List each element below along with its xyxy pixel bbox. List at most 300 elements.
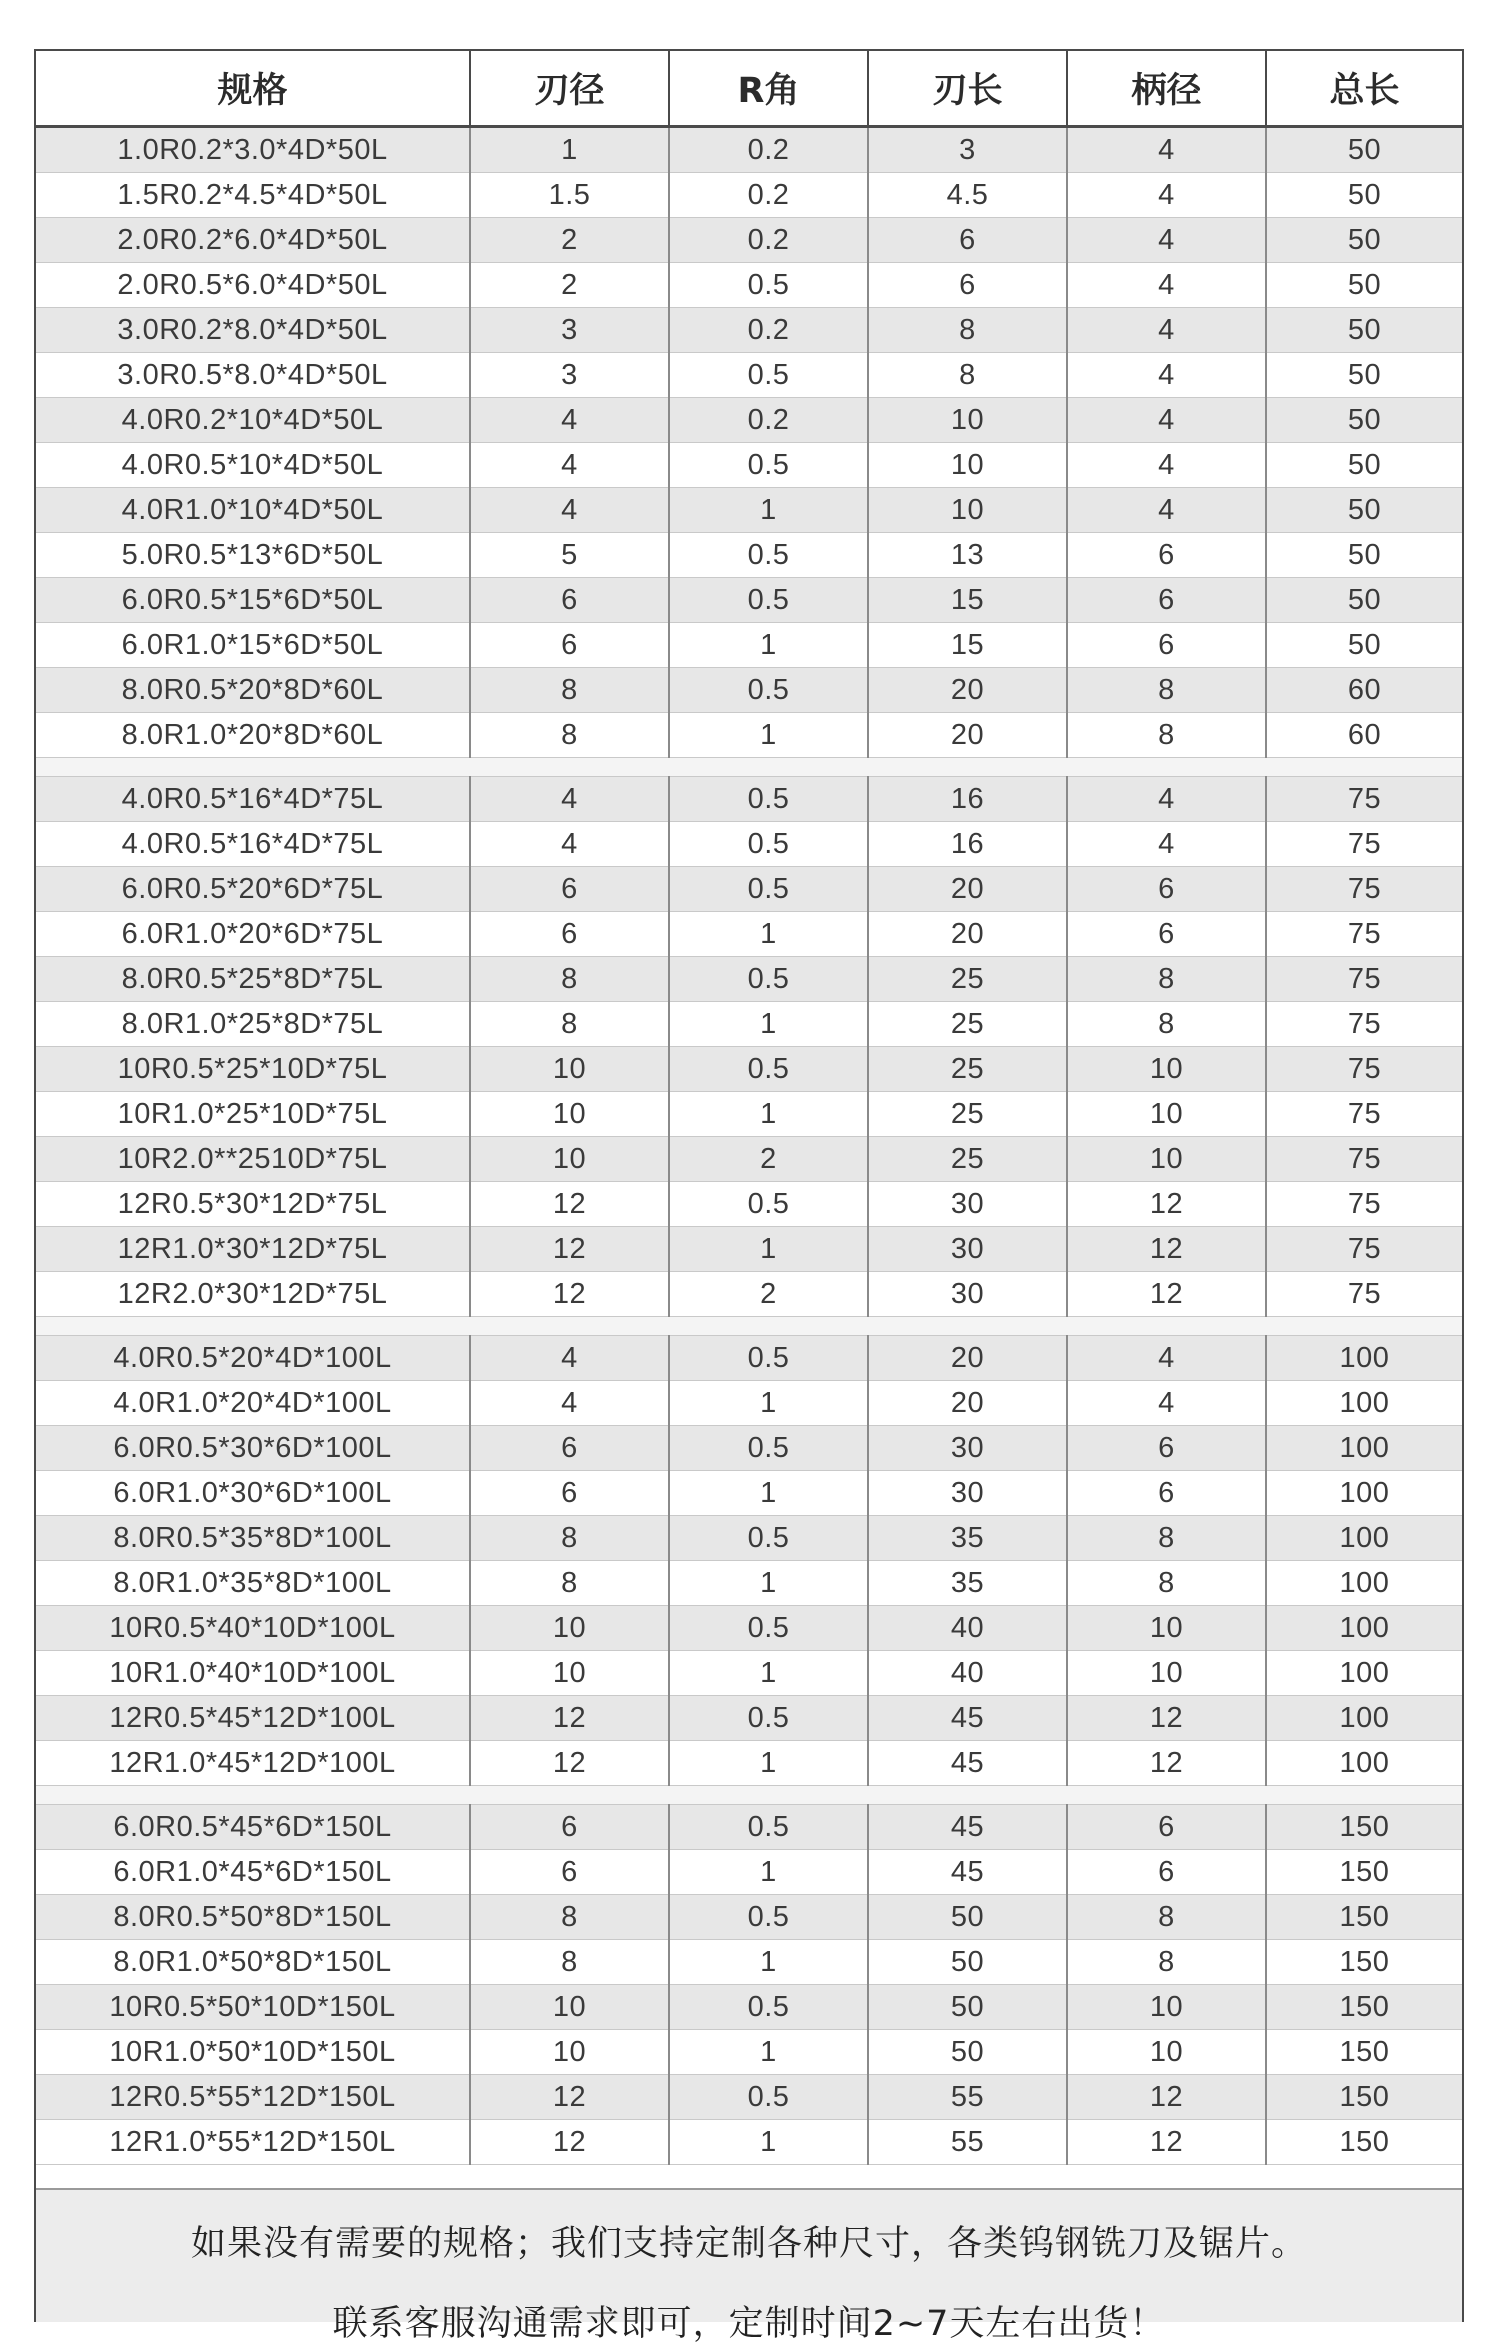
cell-blade-diameter: 3: [470, 353, 669, 398]
cell-blade-length: 20: [868, 668, 1067, 713]
table-row: [36, 1895, 1462, 1940]
cell-shank-diameter: 10: [1067, 1092, 1266, 1137]
cell-shank-diameter: 6: [1067, 1850, 1266, 1895]
cell-shank-diameter: 6: [1067, 533, 1266, 578]
table-row: [36, 623, 1462, 668]
cell-blade-diameter: 3: [470, 308, 669, 353]
cell-blade-diameter: 6: [470, 1426, 669, 1471]
cell-overall-length: 50: [1266, 488, 1462, 533]
cell-blade-length: 8: [868, 308, 1067, 353]
cell-overall-length: 50: [1266, 623, 1462, 668]
cell-overall-length: 100: [1266, 1336, 1462, 1381]
cell-blade-length: 20: [868, 713, 1067, 758]
table-row: [36, 1741, 1462, 1786]
table-row: [36, 1805, 1462, 1850]
table-row: [36, 1227, 1462, 1272]
table-row: [36, 2075, 1462, 2120]
cell-blade-diameter: 8: [470, 1895, 669, 1940]
cell-blade-diameter: 12: [470, 1696, 669, 1741]
cell-spec: 10R2.0**2510D*75L: [36, 1137, 470, 1182]
cell-blade-length: 45: [868, 1741, 1067, 1786]
cell-blade-diameter: 8: [470, 713, 669, 758]
cell-blade-diameter: 4: [470, 1336, 669, 1381]
cell-shank-diameter: 8: [1067, 1940, 1266, 1985]
cell-spec: 10R1.0*25*10D*75L: [36, 1092, 470, 1137]
cell-corner-radius: 1: [669, 1002, 868, 1047]
cell-blade-length: 30: [868, 1426, 1067, 1471]
cell-corner-radius: 0.5: [669, 2075, 868, 2120]
group-separator-cell: [36, 758, 1462, 777]
table-row: [36, 1272, 1462, 1317]
cell-spec: 6.0R0.5*20*6D*75L: [36, 867, 470, 912]
cell-overall-length: 100: [1266, 1426, 1462, 1471]
cell-corner-radius: 0.5: [669, 1182, 868, 1227]
table-row: [36, 1940, 1462, 1985]
cell-overall-length: 50: [1266, 443, 1462, 488]
cell-spec: 6.0R0.5*30*6D*100L: [36, 1426, 470, 1471]
cell-spec: 6.0R0.5*45*6D*150L: [36, 1805, 470, 1850]
table-row: [36, 488, 1462, 533]
cell-corner-radius: 0.5: [669, 1336, 868, 1381]
group-separator: [36, 1786, 1462, 1805]
table-row: [36, 1137, 1462, 1182]
cell-corner-radius: 0.5: [669, 1696, 868, 1741]
table-row: [36, 822, 1462, 867]
table-row: [36, 1002, 1462, 1047]
cell-blade-length: 20: [868, 912, 1067, 957]
cell-blade-length: 16: [868, 822, 1067, 867]
footer-line-custom-sizes: 如果没有需要的规格；我们支持定制各种尺寸，各类钨钢铣刀及锯片。: [190, 2224, 1307, 2264]
cell-overall-length: 50: [1266, 533, 1462, 578]
cell-overall-length: 50: [1266, 263, 1462, 308]
cell-overall-length: 75: [1266, 777, 1462, 822]
cell-spec: 2.0R0.2*6.0*4D*50L: [36, 218, 470, 263]
cell-overall-length: 75: [1266, 1092, 1462, 1137]
cell-shank-diameter: 12: [1067, 1741, 1266, 1786]
cell-blade-diameter: 8: [470, 1561, 669, 1606]
table-row: [36, 2030, 1462, 2075]
cell-spec: 8.0R0.5*35*8D*100L: [36, 1516, 470, 1561]
cell-shank-diameter: 4: [1067, 488, 1266, 533]
table-row: [36, 533, 1462, 578]
cell-overall-length: 75: [1266, 822, 1462, 867]
cell-shank-diameter: 4: [1067, 308, 1266, 353]
cell-shank-diameter: 4: [1067, 353, 1266, 398]
cell-overall-length: 75: [1266, 1227, 1462, 1272]
cell-blade-length: 30: [868, 1227, 1067, 1272]
cell-overall-length: 75: [1266, 867, 1462, 912]
cell-blade-diameter: 8: [470, 1516, 669, 1561]
cell-corner-radius: 1: [669, 1092, 868, 1137]
cell-blade-diameter: 12: [470, 1182, 669, 1227]
cell-blade-diameter: 4: [470, 398, 669, 443]
cell-blade-length: 15: [868, 623, 1067, 668]
table-row: [36, 1516, 1462, 1561]
cell-shank-diameter: 8: [1067, 957, 1266, 1002]
cell-overall-length: 75: [1266, 957, 1462, 1002]
table-row: [36, 1985, 1462, 2030]
cell-blade-length: 10: [868, 398, 1067, 443]
cell-blade-length: 55: [868, 2120, 1067, 2165]
cell-shank-diameter: 12: [1067, 1182, 1266, 1227]
cell-corner-radius: 1: [669, 1940, 868, 1985]
cell-corner-radius: 0.5: [669, 443, 868, 488]
cell-spec: 4.0R0.5*10*4D*50L: [36, 443, 470, 488]
cell-spec: 8.0R1.0*35*8D*100L: [36, 1561, 470, 1606]
table-row: [36, 867, 1462, 912]
table-row: [36, 1561, 1462, 1606]
table-row: [36, 2120, 1462, 2165]
cell-blade-diameter: 4: [470, 443, 669, 488]
cell-blade-length: 10: [868, 488, 1067, 533]
cell-blade-diameter: 4: [470, 822, 669, 867]
cell-spec: 4.0R0.2*10*4D*50L: [36, 398, 470, 443]
cell-shank-diameter: 8: [1067, 1002, 1266, 1047]
cell-blade-diameter: 1: [470, 127, 669, 173]
cell-overall-length: 100: [1266, 1381, 1462, 1426]
table-row: [36, 1850, 1462, 1895]
cell-blade-length: 20: [868, 1336, 1067, 1381]
cell-blade-length: 8: [868, 353, 1067, 398]
cell-spec: 8.0R0.5*20*8D*60L: [36, 668, 470, 713]
cell-shank-diameter: 10: [1067, 1137, 1266, 1182]
cell-spec: 3.0R0.2*8.0*4D*50L: [36, 308, 470, 353]
cell-spec: 4.0R1.0*10*4D*50L: [36, 488, 470, 533]
cell-blade-diameter: 12: [470, 2120, 669, 2165]
cell-shank-diameter: 10: [1067, 1985, 1266, 2030]
cell-corner-radius: 0.5: [669, 1426, 868, 1471]
table-header-row: [36, 51, 1462, 127]
table-row: [36, 1426, 1462, 1471]
cell-spec: 12R1.0*30*12D*75L: [36, 1227, 470, 1272]
cell-corner-radius: 0.5: [669, 957, 868, 1002]
cell-spec: 1.0R0.2*3.0*4D*50L: [36, 127, 470, 173]
cell-blade-diameter: 2: [470, 263, 669, 308]
cell-corner-radius: 0.5: [669, 1895, 868, 1940]
group-separator: [36, 758, 1462, 777]
cell-blade-diameter: 8: [470, 1940, 669, 1985]
header-spec: 规格: [36, 51, 470, 127]
cell-overall-length: 75: [1266, 1182, 1462, 1227]
cell-corner-radius: 1: [669, 1227, 868, 1272]
cell-shank-diameter: 4: [1067, 263, 1266, 308]
cell-blade-diameter: 6: [470, 912, 669, 957]
cell-corner-radius: 0.5: [669, 668, 868, 713]
cell-spec: 10R0.5*25*10D*75L: [36, 1047, 470, 1092]
cell-blade-diameter: 10: [470, 1985, 669, 2030]
cell-spec: 12R2.0*30*12D*75L: [36, 1272, 470, 1317]
cell-spec: 5.0R0.5*13*6D*50L: [36, 533, 470, 578]
cell-blade-diameter: 2: [470, 218, 669, 263]
cell-blade-diameter: 4: [470, 1381, 669, 1426]
cell-corner-radius: 1: [669, 1471, 868, 1516]
cell-overall-length: 75: [1266, 1002, 1462, 1047]
cell-overall-length: 50: [1266, 173, 1462, 218]
cell-blade-length: 40: [868, 1606, 1067, 1651]
cell-shank-diameter: 4: [1067, 173, 1266, 218]
cell-blade-length: 20: [868, 1381, 1067, 1426]
cell-corner-radius: 0.5: [669, 578, 868, 623]
table-row: [36, 777, 1462, 822]
cell-shank-diameter: 4: [1067, 1381, 1266, 1426]
cell-overall-length: 75: [1266, 912, 1462, 957]
table-row: [36, 263, 1462, 308]
table-row: [36, 713, 1462, 758]
table-row: [36, 1182, 1462, 1227]
cell-corner-radius: 0.5: [669, 777, 868, 822]
cell-blade-diameter: 10: [470, 1606, 669, 1651]
cell-shank-diameter: 10: [1067, 1047, 1266, 1092]
cell-blade-length: 30: [868, 1272, 1067, 1317]
cell-shank-diameter: 10: [1067, 1606, 1266, 1651]
cell-corner-radius: 0.2: [669, 127, 868, 173]
cell-corner-radius: 1: [669, 623, 868, 668]
cell-shank-diameter: 6: [1067, 1805, 1266, 1850]
cell-spec: 8.0R1.0*25*8D*75L: [36, 1002, 470, 1047]
cell-shank-diameter: 12: [1067, 1272, 1266, 1317]
cell-corner-radius: 1: [669, 2120, 868, 2165]
cell-shank-diameter: 12: [1067, 2120, 1266, 2165]
cell-blade-diameter: 10: [470, 1137, 669, 1182]
table-row: [36, 127, 1462, 173]
cell-overall-length: 100: [1266, 1651, 1462, 1696]
cell-blade-diameter: 8: [470, 957, 669, 1002]
cell-spec: 10R0.5*40*10D*100L: [36, 1606, 470, 1651]
cell-overall-length: 100: [1266, 1471, 1462, 1516]
cell-shank-diameter: 10: [1067, 2030, 1266, 2075]
cell-spec: 10R1.0*40*10D*100L: [36, 1651, 470, 1696]
group-separator: [36, 1317, 1462, 1336]
cell-overall-length: 150: [1266, 2075, 1462, 2120]
cell-corner-radius: 0.5: [669, 1606, 868, 1651]
cell-spec: 12R0.5*30*12D*75L: [36, 1182, 470, 1227]
table-row: [36, 1606, 1462, 1651]
cell-shank-diameter: 12: [1067, 1696, 1266, 1741]
cell-overall-length: 75: [1266, 1047, 1462, 1092]
table-row: [36, 1651, 1462, 1696]
cell-shank-diameter: 6: [1067, 578, 1266, 623]
group-separator-cell: [36, 1317, 1462, 1336]
cell-blade-diameter: 6: [470, 578, 669, 623]
cell-blade-length: 35: [868, 1561, 1067, 1606]
cell-blade-diameter: 6: [470, 1471, 669, 1516]
cell-blade-length: 25: [868, 1092, 1067, 1137]
cell-blade-length: 50: [868, 1940, 1067, 1985]
cell-shank-diameter: 12: [1067, 1227, 1266, 1272]
cell-shank-diameter: 4: [1067, 777, 1266, 822]
cell-corner-radius: 0.2: [669, 218, 868, 263]
cell-shank-diameter: 8: [1067, 1561, 1266, 1606]
table-row: [36, 1092, 1462, 1137]
spec-table-body: [36, 127, 1462, 2165]
cell-shank-diameter: 6: [1067, 623, 1266, 668]
footer-note: [36, 2188, 1462, 2344]
cell-corner-radius: 1: [669, 1741, 868, 1786]
cell-corner-radius: 1: [669, 1651, 868, 1696]
table-row: [36, 173, 1462, 218]
cell-shank-diameter: 10: [1067, 1651, 1266, 1696]
cell-shank-diameter: 6: [1067, 1471, 1266, 1516]
cell-blade-diameter: 6: [470, 1850, 669, 1895]
header-overall-length: 总长: [1266, 51, 1462, 127]
header-blade-length: 刃长: [868, 51, 1067, 127]
spec-table: [36, 51, 1462, 2165]
cell-blade-diameter: 6: [470, 867, 669, 912]
table-row: [36, 443, 1462, 488]
cell-overall-length: 60: [1266, 713, 1462, 758]
cell-blade-length: 15: [868, 578, 1067, 623]
cell-corner-radius: 2: [669, 1272, 868, 1317]
cell-spec: 6.0R1.0*20*6D*75L: [36, 912, 470, 957]
cell-overall-length: 150: [1266, 2120, 1462, 2165]
cell-overall-length: 50: [1266, 578, 1462, 623]
cell-overall-length: 100: [1266, 1606, 1462, 1651]
cell-corner-radius: 1: [669, 713, 868, 758]
cell-blade-diameter: 12: [470, 1227, 669, 1272]
cell-blade-length: 25: [868, 957, 1067, 1002]
cell-corner-radius: 0.2: [669, 308, 868, 353]
table-row: [36, 218, 1462, 263]
cell-overall-length: 100: [1266, 1561, 1462, 1606]
cell-shank-diameter: 4: [1067, 218, 1266, 263]
cell-corner-radius: 1: [669, 1561, 868, 1606]
cell-blade-length: 20: [868, 867, 1067, 912]
cell-blade-diameter: 4: [470, 488, 669, 533]
cell-blade-length: 25: [868, 1002, 1067, 1047]
cell-overall-length: 100: [1266, 1696, 1462, 1741]
cell-shank-diameter: 4: [1067, 1336, 1266, 1381]
cell-shank-diameter: 12: [1067, 2075, 1266, 2120]
cell-overall-length: 60: [1266, 668, 1462, 713]
cell-blade-length: 30: [868, 1471, 1067, 1516]
cell-blade-diameter: 8: [470, 1002, 669, 1047]
cell-spec: 10R0.5*50*10D*150L: [36, 1985, 470, 2030]
cell-corner-radius: 0.5: [669, 1805, 868, 1850]
cell-blade-length: 35: [868, 1516, 1067, 1561]
cell-blade-length: 16: [868, 777, 1067, 822]
cell-blade-length: 50: [868, 1985, 1067, 2030]
cell-blade-length: 50: [868, 1895, 1067, 1940]
cell-blade-diameter: 6: [470, 1805, 669, 1850]
spec-sheet: [34, 49, 1464, 2344]
cell-shank-diameter: 6: [1067, 912, 1266, 957]
cell-blade-length: 13: [868, 533, 1067, 578]
cell-spec: 4.0R0.5*16*4D*75L: [36, 822, 470, 867]
table-row: [36, 353, 1462, 398]
cell-overall-length: 75: [1266, 1272, 1462, 1317]
cell-corner-radius: 0.2: [669, 398, 868, 443]
cell-spec: 12R0.5*45*12D*100L: [36, 1696, 470, 1741]
cell-blade-length: 3: [868, 127, 1067, 173]
cell-spec: 6.0R1.0*15*6D*50L: [36, 623, 470, 668]
cell-shank-diameter: 4: [1067, 398, 1266, 443]
cell-shank-diameter: 8: [1067, 668, 1266, 713]
table-row: [36, 578, 1462, 623]
cell-blade-length: 6: [868, 218, 1067, 263]
table-row: [36, 1381, 1462, 1426]
cell-corner-radius: 1: [669, 1850, 868, 1895]
cell-blade-length: 40: [868, 1651, 1067, 1696]
cell-blade-diameter: 10: [470, 1092, 669, 1137]
cell-overall-length: 150: [1266, 1940, 1462, 1985]
cell-blade-diameter: 10: [470, 1047, 669, 1092]
cell-shank-diameter: 8: [1067, 713, 1266, 758]
cell-blade-diameter: 6: [470, 623, 669, 668]
table-row: [36, 398, 1462, 443]
cell-overall-length: 150: [1266, 2030, 1462, 2075]
cell-shank-diameter: 8: [1067, 1895, 1266, 1940]
cell-shank-diameter: 4: [1067, 127, 1266, 173]
cell-corner-radius: 0.5: [669, 822, 868, 867]
cell-blade-diameter: 12: [470, 2075, 669, 2120]
cell-shank-diameter: 4: [1067, 443, 1266, 488]
cell-spec: 8.0R0.5*50*8D*150L: [36, 1895, 470, 1940]
cell-overall-length: 50: [1266, 127, 1462, 173]
cell-spec: 2.0R0.5*6.0*4D*50L: [36, 263, 470, 308]
cell-spec: 10R1.0*50*10D*150L: [36, 2030, 470, 2075]
cell-corner-radius: 1: [669, 912, 868, 957]
header-blade-diameter: 刃径: [470, 51, 669, 127]
cell-blade-length: 55: [868, 2075, 1067, 2120]
cell-blade-diameter: 1.5: [470, 173, 669, 218]
cell-corner-radius: 0.5: [669, 533, 868, 578]
cell-shank-diameter: 4: [1067, 822, 1266, 867]
cell-spec: 8.0R0.5*25*8D*75L: [36, 957, 470, 1002]
table-row: [36, 912, 1462, 957]
cell-blade-diameter: 12: [470, 1741, 669, 1786]
cell-spec: 4.0R1.0*20*4D*100L: [36, 1381, 470, 1426]
cell-overall-length: 50: [1266, 308, 1462, 353]
cell-corner-radius: 1: [669, 2030, 868, 2075]
cell-spec: 8.0R1.0*20*8D*60L: [36, 713, 470, 758]
cell-spec: 12R1.0*45*12D*100L: [36, 1741, 470, 1786]
cell-spec: 12R0.5*55*12D*150L: [36, 2075, 470, 2120]
header-shank-diameter: 柄径: [1067, 51, 1266, 127]
cell-spec: 12R1.0*55*12D*150L: [36, 2120, 470, 2165]
cell-spec: 4.0R0.5*16*4D*75L: [36, 777, 470, 822]
cell-overall-length: 100: [1266, 1741, 1462, 1786]
cell-blade-length: 45: [868, 1805, 1067, 1850]
cell-overall-length: 50: [1266, 398, 1462, 443]
cell-overall-length: 50: [1266, 218, 1462, 263]
table-row: [36, 1471, 1462, 1516]
cell-blade-length: 45: [868, 1696, 1067, 1741]
cell-corner-radius: 1: [669, 488, 868, 533]
cell-blade-diameter: 10: [470, 1651, 669, 1696]
cell-corner-radius: 0.5: [669, 263, 868, 308]
cell-shank-diameter: 6: [1067, 1426, 1266, 1471]
cell-overall-length: 150: [1266, 1895, 1462, 1940]
cell-blade-diameter: 4: [470, 777, 669, 822]
cell-corner-radius: 1: [669, 1381, 868, 1426]
table-row: [36, 1696, 1462, 1741]
cell-corner-radius: 2: [669, 1137, 868, 1182]
cell-spec: 6.0R0.5*15*6D*50L: [36, 578, 470, 623]
cell-spec: 1.5R0.2*4.5*4D*50L: [36, 173, 470, 218]
cell-blade-length: 6: [868, 263, 1067, 308]
header-corner-radius: R角: [669, 51, 868, 127]
cell-overall-length: 150: [1266, 1805, 1462, 1850]
cell-blade-length: 50: [868, 2030, 1067, 2075]
cell-blade-diameter: 5: [470, 533, 669, 578]
cell-spec: 6.0R1.0*30*6D*100L: [36, 1471, 470, 1516]
cell-shank-diameter: 8: [1067, 1516, 1266, 1561]
cell-blade-length: 45: [868, 1850, 1067, 1895]
cell-overall-length: 150: [1266, 1850, 1462, 1895]
cell-spec: 3.0R0.5*8.0*4D*50L: [36, 353, 470, 398]
cell-overall-length: 100: [1266, 1516, 1462, 1561]
cell-corner-radius: 0.5: [669, 353, 868, 398]
